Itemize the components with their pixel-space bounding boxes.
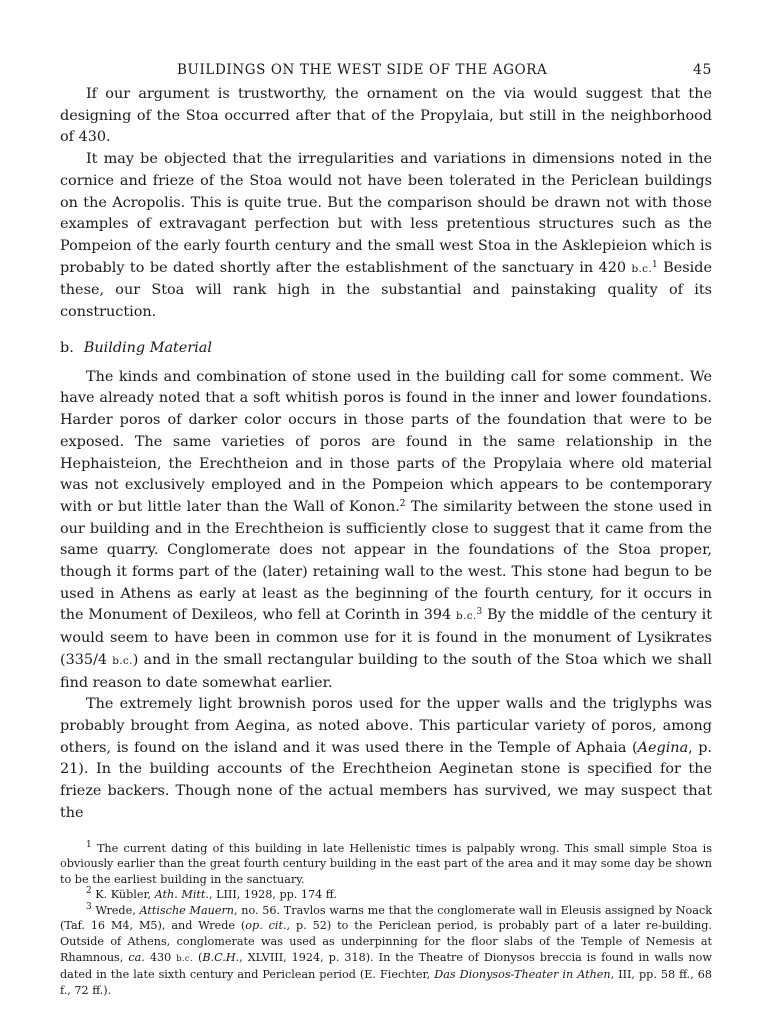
page — [60, 56, 712, 998]
footnote-ref-1[interactable]: 1 — [652, 259, 658, 270]
paragraph-2: It may be objected that the irregularities and variations in dimensions noted in the cornice and frieze of the Stoa would not have been tolerated in the Periclean buildings on the Acropolis. This is quite true. But the comparison should be drawn not with those examples of extravagant perfection but with less pretentious structures such as the Pompeion of the early fourth century and the small west Stoa in the Asklepieion which is probably to be dated shortly after the establishment of the sanctuary in 420 b.c.$^1$ Beside these, our Stoa will rank high in the substantial and painstaking quality of its construction. — [60, 151, 712, 321]
section-heading — [60, 338, 712, 359]
footnote-ref-2[interactable]: 2 — [399, 498, 406, 509]
page-number: 45 — [692, 62, 712, 78]
footnote-ref-3[interactable]: 3 — [476, 607, 483, 618]
running-header — [60, 56, 712, 84]
paragraph-4: The extremely light brownish poros used for the upper walls and the triglyphs was probably brought from Aegina, as noted above. This particular variety of poros, among others, is found on the island and it was used there in the Temple of Aphaia (Aegina, p. 21). In the building accounts of the Erechtheion Aeginetan stone is specified for the frieze backers. Though none of the actual members has survived, we may suspect that the — [60, 696, 713, 821]
footnotes — [60, 841, 712, 999]
footnote-3: $^3$ Wrede, Attische Mauern, no. 56. Travlos warns me that the conglomerate wall in Eleusis assigned by Noack (Taf. 16 M4, M5), and Wrede (op. cit., p. 52) to the Periclean period, is probably part of a later re-building. Outside of Athens, conglomerate was used as underpinning for the floor slabs of the Temple of Nemesis at Rhamnous, ca. 430 b.c. (B.C.H., XLVIII, 1924, p. 318). In the Theatre of Dionysos breccia is found in walls now dated in the late sixth century and Periclean period (E. Fiechter, Das Dionysos-Theater in Athen, III, pp. 58 ff., 68 f., 72 ff.). — [60, 901, 712, 997]
section-title: Building Material — [83, 339, 212, 356]
section-label: b. — [60, 339, 74, 356]
paragraph-1: If our argument is trustworthy, the ornament on the via would suggest that the designing of the Stoa occurred after that of the Propylaia, but still in the neighborhood of 430. — [60, 86, 712, 146]
running-title: BUILDINGS ON THE WEST SIDE OF THE AGORA — [177, 62, 548, 78]
footnote-1: $^1$ The current dating of this building in late Hellenistic times is palpably wrong. This small simple Stoa is obviously earlier than the great fourth century building in the east part of the area and it may some day be shown to be the earliest building in the sanctuary. — [60, 839, 712, 886]
paragraph-3: The kinds and combination of stone used in the building call for some comment. We have already noted that a soft whitish poros is found in the inner and lower foundations. Harder poros of darker color occurs in those parts of the foundation that were to be exposed. The same varieties of poros are found in the same relationship in the Hephaisteion, the Erechtheion and in those parts of the Propylaia where old material was not exclusively employed and in the Pompeion which appears to be contemporary with or but little later than the Wall of Konon.$^2$ The similarity between the stone used in our building and in the Erechtheion is sufficiently close to suggest that it came from the same quarry. Conglomerate does not appear in the foundations of the Stoa proper, though it forms part of the (later) retaining wall to the west. This stone had begun to be used in Athens as early at least as the beginning of the fourth century, for it occurs in the Monument of Dexileos, who fell at Corinth in 394 b.c.$^3$ By the middle of the century it would seem to have been in common use for it is found in the monument of Lysikrates (335/4 b.c.) and in the small rectangular building to the south of the Stoa which we shall find reason to date somewhat earlier. — [60, 368, 713, 691]
footnote-2: $^2$ K. Kübler, Ath. Mitt., LIII, 1928, pp. 174 ff. — [86, 886, 337, 902]
